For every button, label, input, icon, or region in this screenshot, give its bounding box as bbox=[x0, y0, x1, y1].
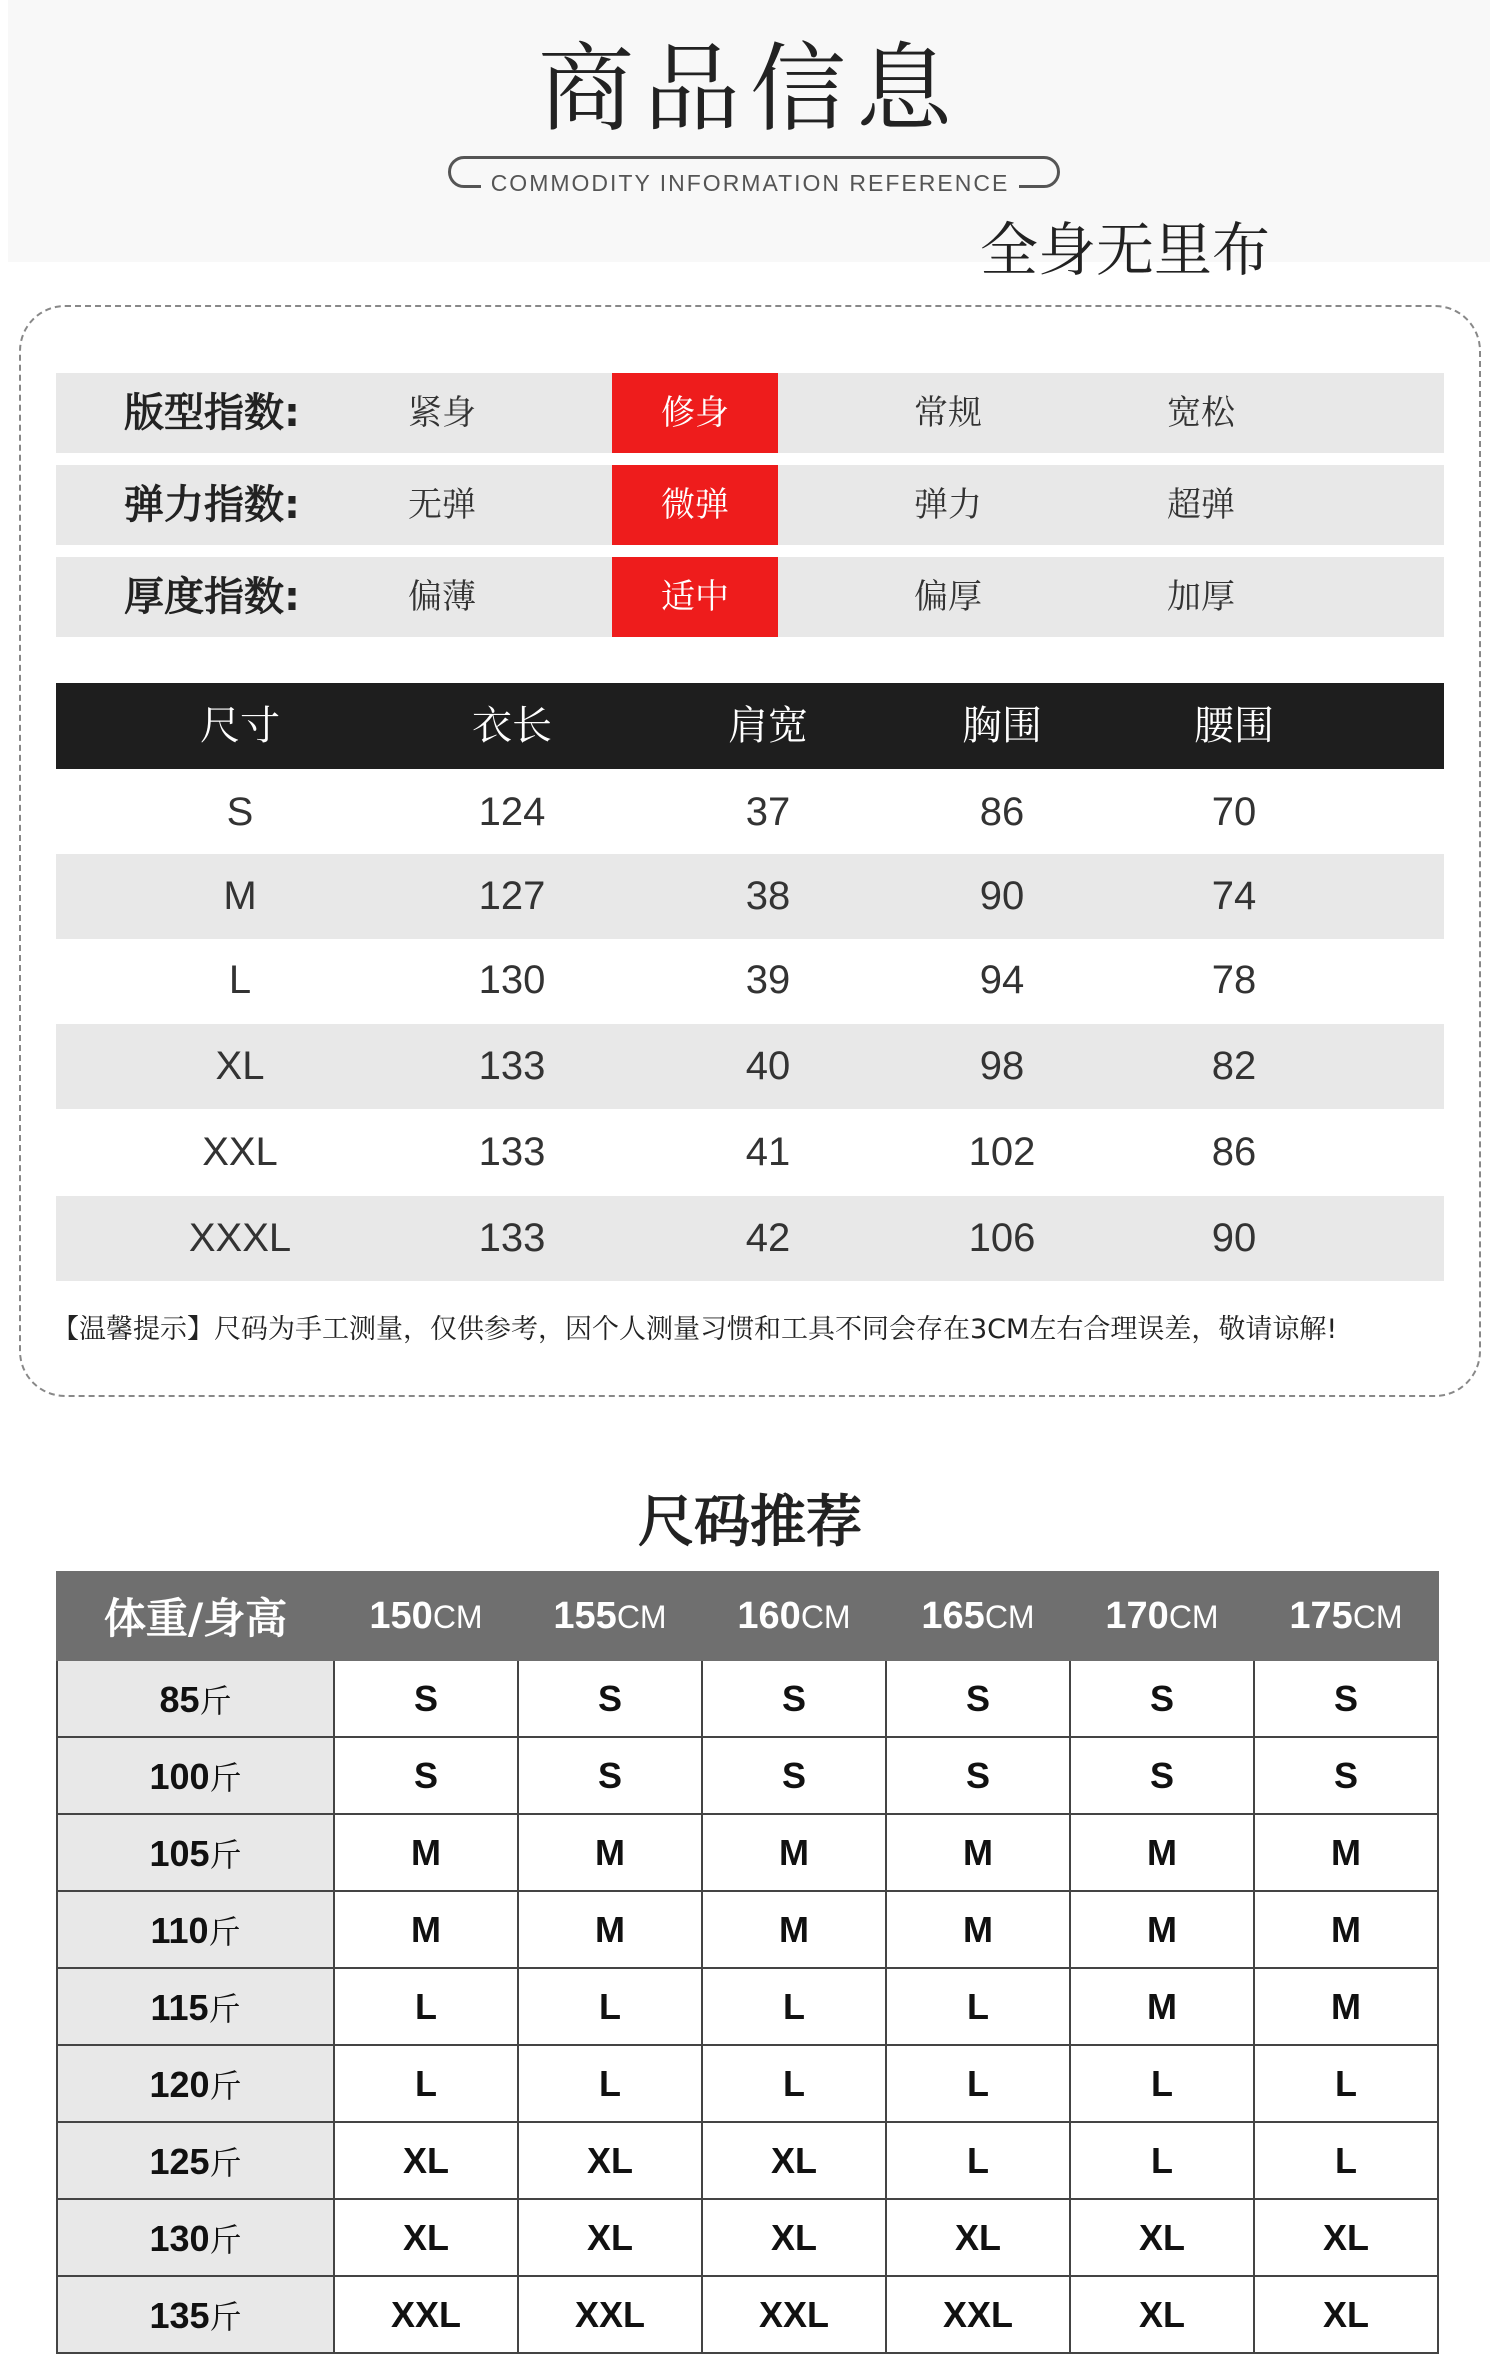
recommended-size-cell: L bbox=[334, 1968, 518, 2045]
weight-value: 115 bbox=[150, 1986, 209, 2028]
recommended-size-cell: M bbox=[1254, 1814, 1438, 1891]
weight-cell bbox=[57, 2276, 334, 2353]
weight-value: 100 bbox=[149, 1755, 210, 1797]
index-option: 紧身 bbox=[408, 393, 476, 433]
size-table-cell: L bbox=[228, 958, 252, 1002]
recommended-size-cell: L bbox=[334, 2045, 518, 2122]
recommended-size-cell: S bbox=[702, 1660, 886, 1737]
weight-cell bbox=[57, 2199, 334, 2276]
recommended-size-cell: M bbox=[518, 1891, 702, 1968]
recommended-size-cell: XL bbox=[334, 2199, 518, 2276]
size-table-cell: 40 bbox=[745, 1044, 791, 1088]
recommended-size-cell: M bbox=[702, 1891, 886, 1968]
recommended-size-cell: M bbox=[1070, 1891, 1254, 1968]
height-value: 150 bbox=[369, 1594, 433, 1637]
index-option: 偏厚 bbox=[914, 577, 982, 617]
recommended-size-cell: XL bbox=[1254, 2199, 1438, 2276]
weight-unit: 斤 bbox=[209, 2066, 242, 2105]
weight-height-corner: 体重/身高 bbox=[57, 1572, 334, 1660]
size-column-header: 肩宽 bbox=[728, 703, 808, 749]
height-unit: CM bbox=[432, 1598, 483, 1635]
height-unit: CM bbox=[1168, 1598, 1219, 1635]
size-table-cell: 133 bbox=[478, 1216, 546, 1260]
index-option-selected: 微弹 bbox=[612, 465, 778, 545]
weight-value: 125 bbox=[149, 2140, 210, 2182]
recommended-size-cell: S bbox=[886, 1660, 1070, 1737]
weight-value: 105 bbox=[149, 1832, 210, 1874]
height-unit: CM bbox=[800, 1598, 851, 1635]
index-label: 弹力指数: bbox=[124, 482, 300, 528]
index-option: 无弹 bbox=[408, 485, 476, 525]
weight-value: 110 bbox=[150, 1909, 209, 1951]
index-option: 宽松 bbox=[1167, 393, 1235, 433]
size-table-cell: 42 bbox=[745, 1216, 791, 1260]
recommendation-row bbox=[57, 2122, 1438, 2199]
weight-unit: 斤 bbox=[208, 1989, 241, 2028]
index-row bbox=[56, 557, 1444, 637]
recommended-size-cell: M bbox=[518, 1814, 702, 1891]
recommended-size-cell: XXL bbox=[886, 2276, 1070, 2353]
recommended-size-cell: XXL bbox=[334, 2276, 518, 2353]
size-table-cell: 39 bbox=[745, 958, 791, 1002]
recommended-size-cell: XL bbox=[1254, 2276, 1438, 2353]
size-table-cell: 82 bbox=[1211, 1044, 1257, 1088]
size-table-cell: M bbox=[223, 874, 257, 918]
index-option: 常规 bbox=[914, 393, 982, 433]
recommended-size-cell: M bbox=[1070, 1968, 1254, 2045]
recommended-size-cell: S bbox=[1070, 1737, 1254, 1814]
recommended-size-cell: M bbox=[702, 1814, 886, 1891]
size-table-row bbox=[56, 1196, 1444, 1281]
height-value: 175 bbox=[1289, 1594, 1353, 1637]
recommended-size-cell: XL bbox=[518, 2122, 702, 2199]
recommended-size-cell: XL bbox=[1070, 2199, 1254, 2276]
size-table-row bbox=[56, 938, 1444, 1023]
recommended-size-cell: S bbox=[518, 1660, 702, 1737]
recommended-size-cell: XL bbox=[702, 2199, 886, 2276]
weight-unit: 斤 bbox=[209, 2297, 242, 2336]
recommended-size-cell: L bbox=[702, 2045, 886, 2122]
recommended-size-cell: L bbox=[886, 1968, 1070, 2045]
size-table-cell: 90 bbox=[979, 874, 1025, 918]
recommended-size-cell: M bbox=[1254, 1891, 1438, 1968]
size-table-cell: 37 bbox=[745, 790, 791, 834]
recommended-size-cell: XL bbox=[702, 2122, 886, 2199]
size-table-row bbox=[56, 770, 1444, 855]
recommendation-row bbox=[57, 1891, 1438, 1968]
recommended-size-cell: XL bbox=[518, 2199, 702, 2276]
page-title: 商品信息 bbox=[538, 33, 962, 145]
recommended-size-cell: S bbox=[334, 1660, 518, 1737]
height-column-header bbox=[886, 1572, 1070, 1660]
recommended-size-cell: L bbox=[1254, 2122, 1438, 2199]
size-column-header: 胸围 bbox=[962, 703, 1042, 749]
height-unit: CM bbox=[984, 1598, 1035, 1635]
height-column-header bbox=[334, 1572, 518, 1660]
height-column-header bbox=[1070, 1572, 1254, 1660]
size-table-cell: 70 bbox=[1211, 790, 1257, 834]
weight-unit: 斤 bbox=[209, 1835, 242, 1874]
size-table-cell: 90 bbox=[1211, 1216, 1257, 1260]
recommended-size-cell: XL bbox=[886, 2199, 1070, 2276]
weight-unit: 斤 bbox=[208, 1912, 241, 1951]
size-table-row bbox=[56, 854, 1444, 939]
index-label: 版型指数: bbox=[124, 390, 300, 436]
size-table-cell: 133 bbox=[478, 1044, 546, 1088]
recommended-size-cell: M bbox=[334, 1891, 518, 1968]
size-table-cell: 133 bbox=[478, 1130, 546, 1174]
height-value: 155 bbox=[553, 1594, 617, 1637]
height-value: 165 bbox=[921, 1594, 985, 1637]
size-table-cell: 124 bbox=[478, 790, 546, 834]
recommendation-row bbox=[57, 1660, 1438, 1737]
size-table-cell: 86 bbox=[1211, 1130, 1257, 1174]
weight-cell bbox=[57, 1968, 334, 2045]
weight-cell bbox=[57, 1891, 334, 1968]
weight-cell bbox=[57, 1660, 334, 1737]
recommended-size-cell: XL bbox=[1070, 2276, 1254, 2353]
weight-cell bbox=[57, 2045, 334, 2122]
recommendation-row bbox=[57, 2276, 1438, 2353]
recommended-size-cell: L bbox=[886, 2122, 1070, 2199]
index-option: 偏薄 bbox=[408, 577, 476, 617]
size-column-header: 尺寸 bbox=[200, 703, 280, 749]
recommendation-row bbox=[57, 2199, 1438, 2276]
index-option-selected: 适中 bbox=[612, 557, 778, 637]
recommendation-row bbox=[57, 1737, 1438, 1814]
size-table-cell: 74 bbox=[1211, 874, 1257, 918]
weight-unit: 斤 bbox=[209, 2143, 242, 2182]
recommended-size-cell: L bbox=[702, 1968, 886, 2045]
recommended-size-cell: S bbox=[702, 1737, 886, 1814]
height-value: 160 bbox=[737, 1594, 801, 1637]
size-table-cell: 78 bbox=[1211, 958, 1257, 1002]
height-column-header bbox=[1254, 1572, 1438, 1660]
recommended-size-cell: L bbox=[1254, 2045, 1438, 2122]
recommended-size-cell: XL bbox=[334, 2122, 518, 2199]
size-table-cell: 94 bbox=[979, 958, 1025, 1002]
recommended-size-cell: XXL bbox=[518, 2276, 702, 2353]
size-table-cell: XXXL bbox=[188, 1216, 292, 1260]
recommended-size-cell: S bbox=[1254, 1660, 1438, 1737]
recommended-size-cell: S bbox=[518, 1737, 702, 1814]
lining-note: 全身无里布 bbox=[980, 216, 1271, 284]
recommended-size-cell: M bbox=[1070, 1814, 1254, 1891]
index-option: 弹力 bbox=[914, 485, 982, 525]
size-table-cell: XL bbox=[215, 1044, 265, 1088]
weight-value: 130 bbox=[149, 2217, 210, 2259]
recommended-size-cell: L bbox=[1070, 2122, 1254, 2199]
height-unit: CM bbox=[1352, 1598, 1403, 1635]
recommended-size-cell: L bbox=[518, 2045, 702, 2122]
weight-cell bbox=[57, 1737, 334, 1814]
recommended-size-cell: M bbox=[886, 1891, 1070, 1968]
recommended-size-cell: S bbox=[334, 1737, 518, 1814]
recommended-size-cell: L bbox=[1070, 2045, 1254, 2122]
size-column-header: 衣长 bbox=[472, 703, 552, 749]
weight-unit: 斤 bbox=[209, 1758, 242, 1797]
recommended-size-cell: M bbox=[334, 1814, 518, 1891]
weight-unit: 斤 bbox=[199, 1681, 232, 1720]
size-table-cell: 41 bbox=[745, 1130, 791, 1174]
weight-value: 120 bbox=[149, 2063, 210, 2105]
recommended-size-cell: L bbox=[886, 2045, 1070, 2122]
recommended-size-cell: M bbox=[1254, 1968, 1438, 2045]
size-table-row bbox=[56, 1024, 1444, 1109]
size-table-header bbox=[56, 683, 1444, 769]
size-table-cell: 102 bbox=[968, 1130, 1036, 1174]
weight-value: 85 bbox=[159, 1678, 200, 1720]
recommendation-row bbox=[57, 2045, 1438, 2122]
height-unit: CM bbox=[616, 1598, 667, 1635]
size-table-cell: 98 bbox=[979, 1044, 1025, 1088]
height-column-header bbox=[518, 1572, 702, 1660]
measurement-tip: 【温馨提示】尺码为手工测量，仅供参考，因个人测量习惯和工具不同会存在3CM左右合理误差，敬请谅解! bbox=[52, 1314, 1338, 1345]
recommended-size-cell: S bbox=[1254, 1737, 1438, 1814]
index-row bbox=[56, 373, 1444, 453]
index-row bbox=[56, 465, 1444, 545]
weight-unit: 斤 bbox=[209, 2220, 242, 2259]
recommended-size-cell: XXL bbox=[702, 2276, 886, 2353]
recommendation-title: 尺码推荐 bbox=[638, 1490, 862, 1555]
recommended-size-cell: M bbox=[886, 1814, 1070, 1891]
weight-cell bbox=[57, 2122, 334, 2199]
height-value: 170 bbox=[1105, 1594, 1169, 1637]
recommended-size-cell: S bbox=[886, 1737, 1070, 1814]
size-column-header: 腰围 bbox=[1194, 703, 1274, 749]
index-option: 加厚 bbox=[1167, 577, 1235, 617]
weight-cell bbox=[57, 1814, 334, 1891]
index-option-selected: 修身 bbox=[612, 373, 778, 453]
size-table-cell: 86 bbox=[979, 790, 1025, 834]
size-table-row bbox=[56, 1110, 1444, 1195]
subtitle: COMMODITY INFORMATION REFERENCE bbox=[481, 170, 1020, 196]
index-label: 厚度指数: bbox=[124, 574, 300, 620]
recommendation-row bbox=[57, 1968, 1438, 2045]
height-column-header bbox=[702, 1572, 886, 1660]
size-table-cell: 130 bbox=[478, 958, 546, 1002]
recommended-size-cell: L bbox=[518, 1968, 702, 2045]
index-option: 超弹 bbox=[1167, 485, 1235, 525]
weight-value: 135 bbox=[149, 2294, 210, 2336]
size-table-cell: 127 bbox=[478, 874, 546, 918]
recommendation-row bbox=[57, 1814, 1438, 1891]
recommendation-body bbox=[57, 1660, 1438, 2353]
size-table-cell: S bbox=[226, 790, 254, 834]
recommended-size-cell: S bbox=[1070, 1660, 1254, 1737]
size-recommendation-table bbox=[56, 1571, 1439, 2354]
size-table-cell: XXL bbox=[202, 1130, 278, 1174]
size-table-cell: 38 bbox=[745, 874, 791, 918]
size-table-cell: 106 bbox=[968, 1216, 1036, 1260]
recommendation-header-row bbox=[57, 1572, 1438, 1660]
subtitle-ribbon-text bbox=[0, 168, 1500, 198]
